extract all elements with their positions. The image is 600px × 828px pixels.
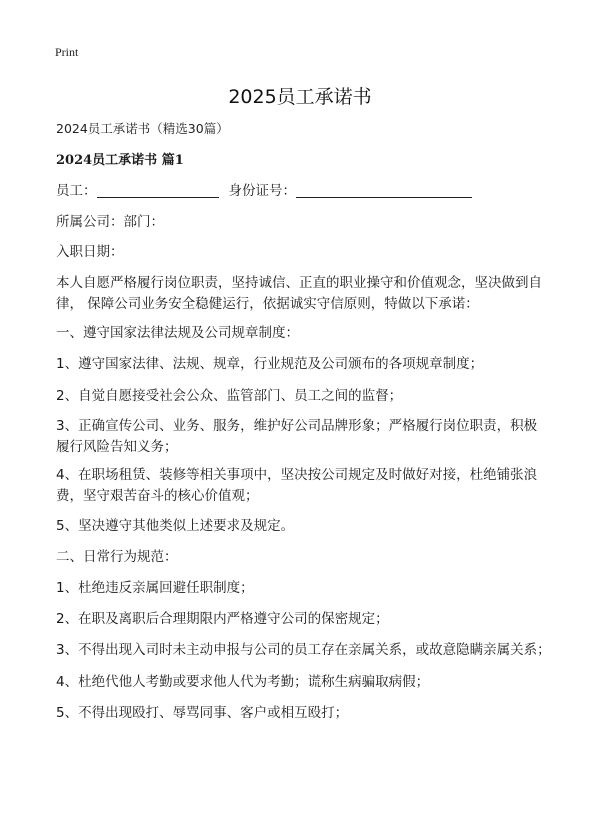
intro-line: 律， 保障公司业务安全稳健运行，依据诚实守信原则，特做以下承诺： [56,296,479,312]
list-item: 2、自觉自愿接受社会公众、监管部门、员工之间的监督； [56,388,403,404]
id-number-blank [296,183,472,198]
document-title: 2025员工承诺书 [228,86,372,108]
company-dept-line: 所属公司：部门： [56,214,164,230]
list-item [56,465,552,507]
list-item: 5、不得出现殴打、辱骂同事、客户或相互殴打； [56,705,349,721]
section-heading: 2024员工承诺书 篇1 [56,153,184,168]
list-item: 1、遵守国家法律、法规、规章，行业规范及公司颁布的各项规章制度； [56,356,484,372]
intro-paragraph [56,273,552,315]
employee-label: 员工： [56,183,97,199]
list-item: 1、杜绝违反亲属回避任职制度； [56,580,254,596]
employee-id-row [56,180,552,202]
list-item: 2、在职及离职后合理期限内严格遵守公司的保密规定； [56,611,389,627]
list-item [56,416,552,458]
id-number-label: 身份证号： [228,183,296,199]
list-item: 5、坚决遵守其他类似上述要求及规定。 [56,518,295,534]
employee-name-blank [97,183,219,198]
document-subtitle: 2024员工承诺书（精选30篇） [56,121,229,136]
list-item-line: 费，坚守艰苦奋斗的核心价值观； [56,488,259,504]
list-item-line: 4、在职场租赁、装修等相关事项中，坚决按公司规定及时做好对接，杜绝铺张浪 [56,467,538,483]
list-item-line: 履行风险告知义务； [56,439,178,455]
intro-line: 本人自愿严格履行岗位职责，坚持诚信、正直的职业操守和价值观念，坚决做到自 [56,275,542,291]
list-item: 3、不得出现入司时未主动申报与公司的员工存在亲属关系，或故意隐瞒亲属关系； [56,642,551,658]
entry-date-line: 入职日期： [56,244,124,260]
part1-heading: 一、遵守国家法律法规及公司规章制度： [56,325,299,341]
list-item-line: 3、正确宣传公司、业务、服务，维护好公司品牌形象；严格履行岗位职责，积极 [56,418,538,434]
list-item: 4、杜绝代他人考勤或要求他人代为考勤；谎称生病骗取病假； [56,674,430,690]
part2-heading: 二、日常行为规范： [56,549,178,565]
print-label[interactable]: Print [55,45,79,59]
